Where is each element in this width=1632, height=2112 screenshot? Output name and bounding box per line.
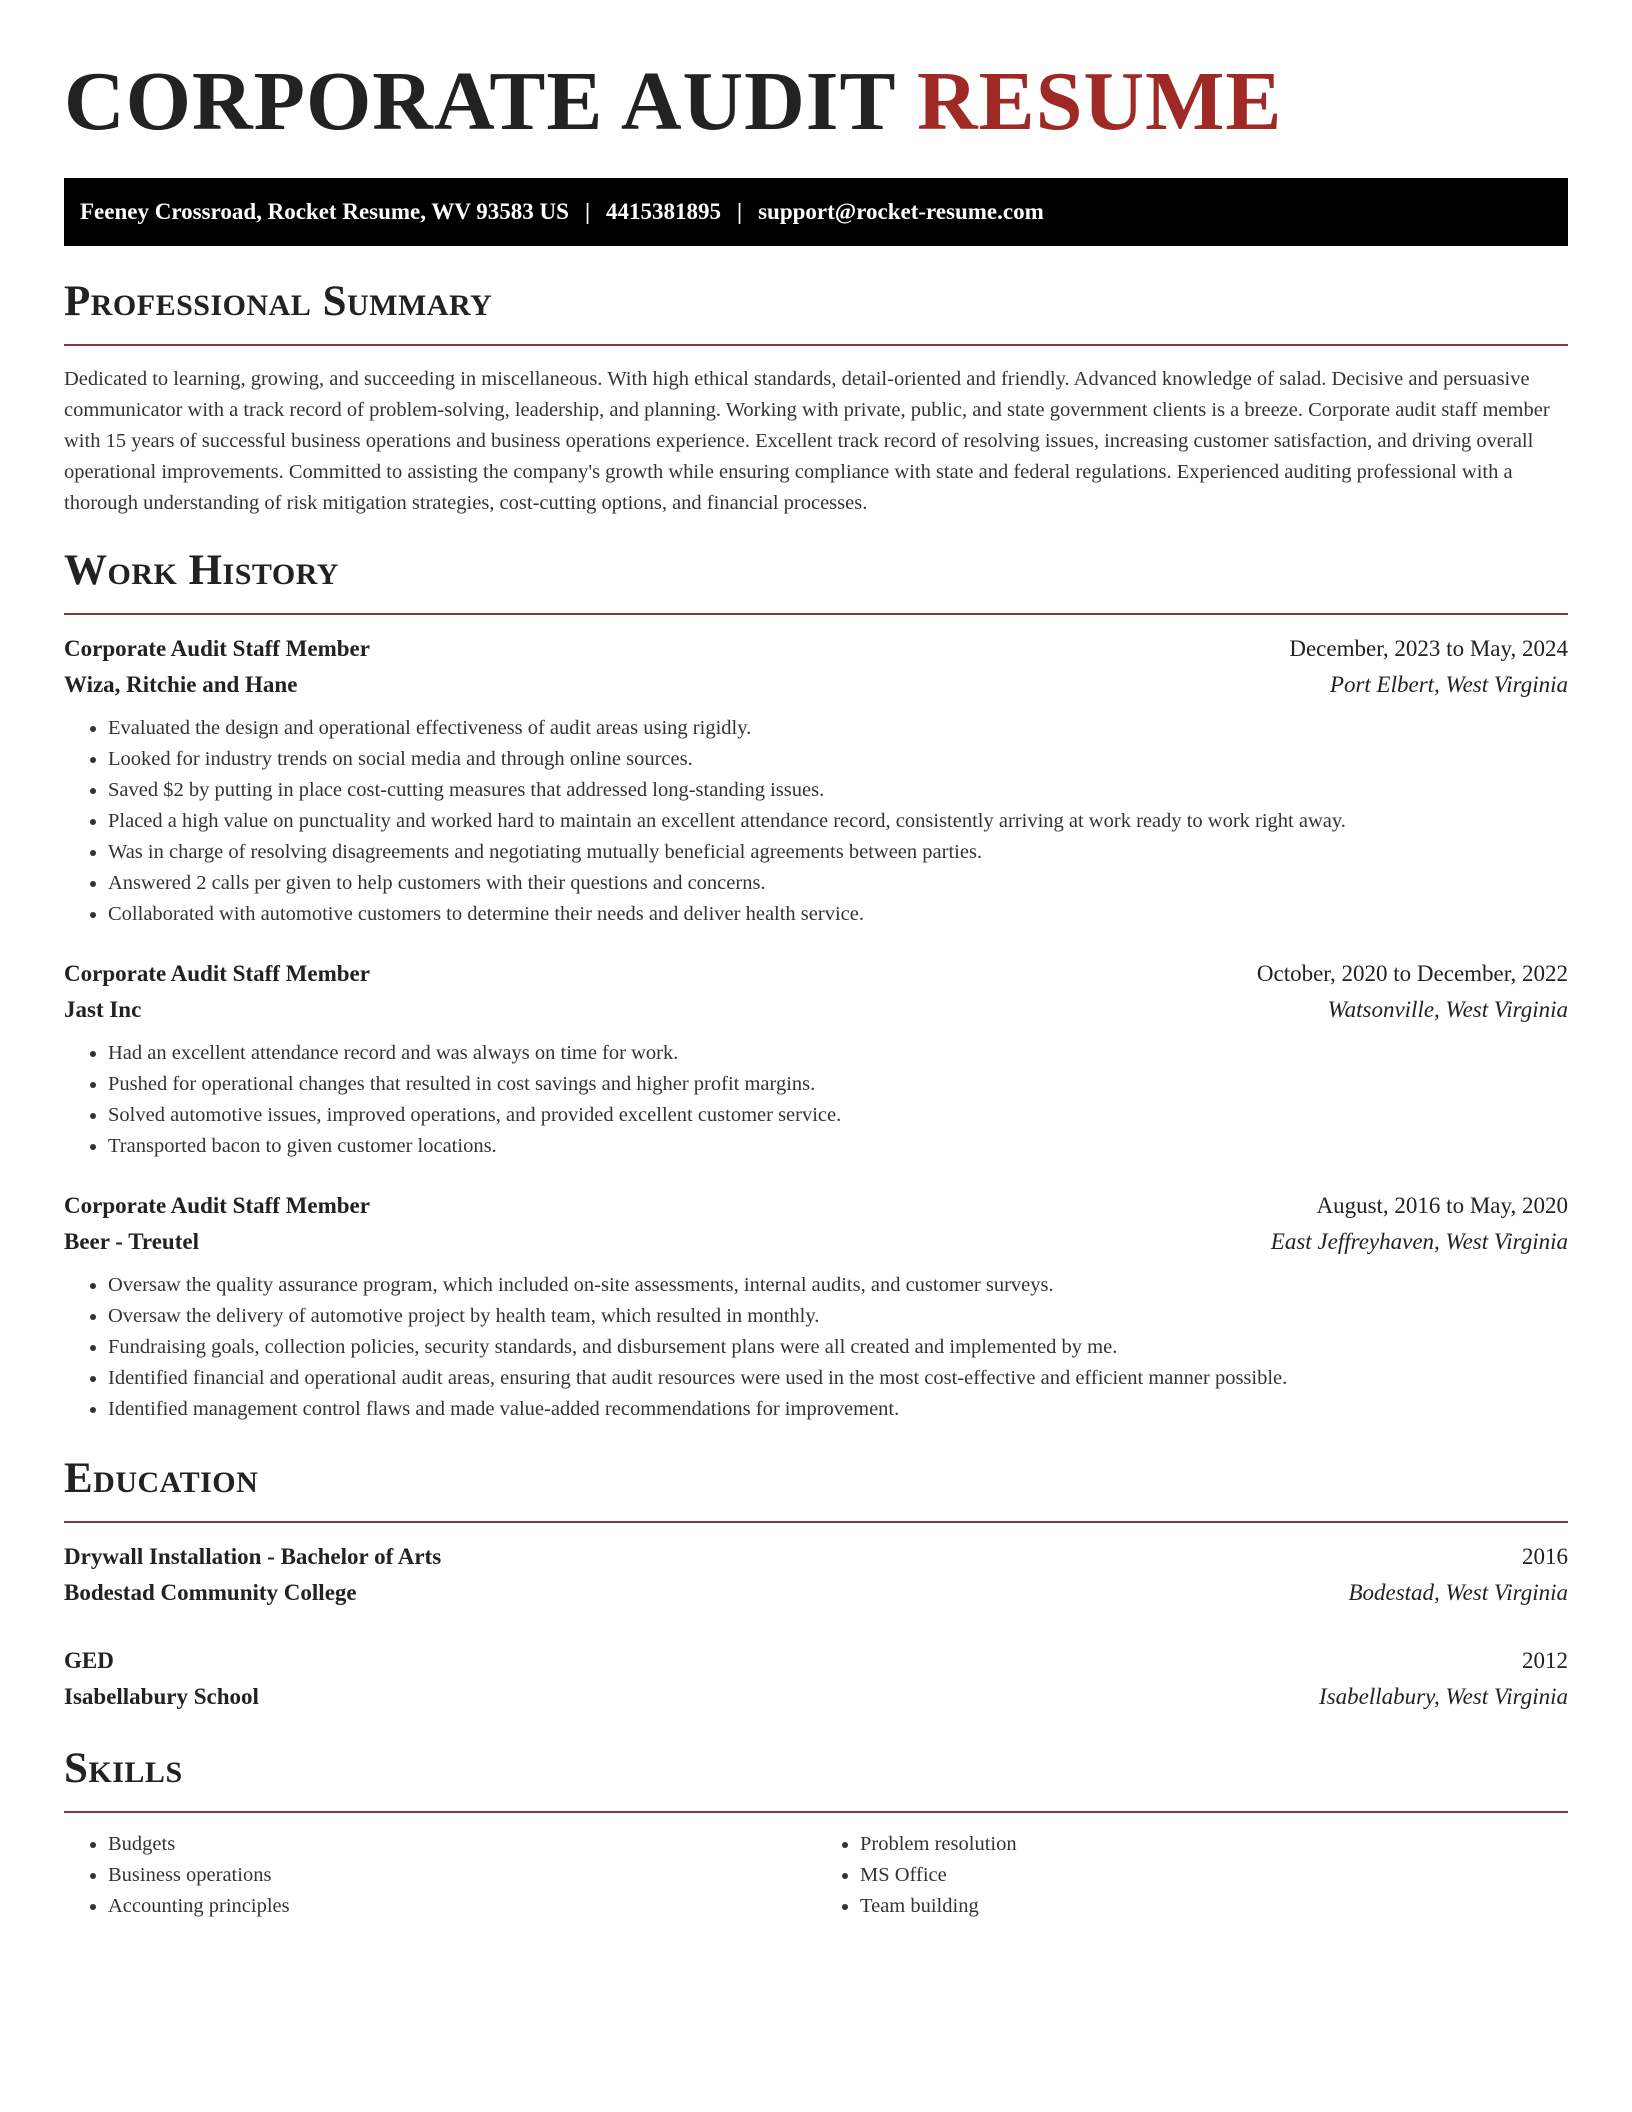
job-dates: October, 2020 to December, 2022 [1256,961,1568,986]
title-main: CORPORATE AUDIT [64,55,896,148]
skill-item: • Budgets [108,1829,816,1860]
section-heading-summary: Professional Summary [64,278,493,325]
education-school: Isabellabury School [64,1684,259,1709]
list-item: • Fundraising goals, collection policies, security standards, and disbursement plans were all created and implemented by me. [108,1332,1568,1363]
list-item: • Transported bacon to given customer locations. [108,1131,1568,1162]
job-entry [64,956,1568,1162]
education-degree: Drywall Installation - Bachelor of Arts [64,1544,442,1569]
skills-columns [64,1829,1568,1922]
job-location: Port Elbert, West Virginia [1329,672,1568,697]
list-item: • Oversaw the delivery of automotive project by health team, which resulted in monthly. [108,1301,1568,1332]
education-school-row [64,1575,1568,1611]
list-item: • Identified management control flaws and made value-added recommendations for improvement. [108,1394,1568,1425]
skill-item: • Team building [860,1891,1568,1922]
job-location: Watsonville, West Virginia [1327,997,1568,1022]
work-history-section [64,545,1568,1425]
job-dates: August, 2016 to May, 2020 [1316,1193,1568,1218]
list-item: • Identified financial and operational audit areas, ensuring that audit resources were used in the most cost-effective and efficient manner possible. [108,1363,1568,1394]
section-divider [64,613,1568,615]
job-bullets [64,713,1568,930]
education-entry [64,1539,1568,1611]
contact-bar [64,178,1568,246]
job-company: Jast Inc [64,997,142,1022]
education-header-row [64,1539,1568,1575]
section-divider [64,344,1568,346]
education-school-row [64,1679,1568,1715]
job-location: East Jeffreyhaven, West Virginia [1270,1229,1568,1254]
summary-text: Dedicated to learning, growing, and succeeding in miscellaneous. With high ethical standards, detail-oriented and friendly. Advanced knowledge of salad. Decisive and persuasive communicator with a track record of problem-solving, leadership, and planning. Working with private, public, and state government clients is a breeze. Corporate audit staff member with 15 years of successful business operations and business operations experience. Excellent track record of resolving issues, increasing customer satisfaction, and driving overall operational improvements. Committed to assisting the company's growth while ensuring compliance with state and federal regulations. Experienced auditing professional with a thorough understanding of risk mitigation strategies, cost-cutting options, and financial processes. [64,368,1550,514]
job-title: Corporate Audit Staff Member [64,1193,370,1218]
education-year: 2016 [1522,1544,1568,1569]
job-company-row [64,667,1568,703]
list-item: • Placed a high value on punctuality and worked hard to maintain an excellent attendance record, consistently arriving at work ready to work right away. [108,806,1568,837]
job-dates: December, 2023 to May, 2024 [1289,636,1568,661]
contact-address: Feeney Crossroad, Rocket Resume, WV 93583 US [80,199,569,224]
job-entry [64,631,1568,930]
skill-item: • Accounting principles [108,1891,816,1922]
list-item: • Had an excellent attendance record and was always on time for work. [108,1038,1568,1069]
section-divider [64,1521,1568,1523]
job-company-row [64,992,1568,1028]
job-bullets [64,1270,1568,1425]
contact-email: support@rocket-resume.com [758,199,1044,224]
list-item: • Evaluated the design and operational effectiveness of audit areas using rigidly. [108,713,1568,744]
education-degree: GED [64,1648,114,1673]
skill-item: • Business operations [108,1860,816,1891]
list-item: • Saved $2 by putting in place cost-cutting measures that addressed long-standing issues. [108,775,1568,806]
section-heading-education: Education [64,1455,259,1502]
summary-section [64,276,1568,519]
education-header-row [64,1643,1568,1679]
job-header-row [64,1188,1568,1224]
education-location: Isabellabury, West Virginia [1319,1684,1568,1709]
list-item: • Solved automotive issues, improved operations, and provided excellent customer service. [108,1100,1568,1131]
job-company: Beer - Treutel [64,1229,199,1254]
list-item: • Oversaw the quality assurance program, which included on-site assessments, internal audits, and customer surveys. [108,1270,1568,1301]
skills-list-left [64,1829,816,1922]
job-header-row [64,631,1568,667]
list-item: • Collaborated with automotive customers to determine their needs and deliver health service. [108,899,1568,930]
list-item: • Was in charge of resolving disagreements and negotiating mutually beneficial agreements between parties. [108,837,1568,868]
job-entry [64,1188,1568,1425]
skill-item: • Problem resolution [860,1829,1568,1860]
job-header-row [64,956,1568,992]
section-heading-skills: Skills [64,1745,183,1792]
section-divider [64,1811,1568,1813]
list-item: • Looked for industry trends on social media and through online sources. [108,744,1568,775]
education-location: Bodestad, West Virginia [1348,1580,1568,1605]
job-company: Wiza, Ritchie and Hane [64,672,298,697]
list-item: • Pushed for operational changes that resulted in cost savings and higher profit margins. [108,1069,1568,1100]
education-school: Bodestad Community College [64,1580,357,1605]
contact-separator: | [584,199,591,224]
education-section [64,1453,1568,1715]
skill-item: • MS Office [860,1860,1568,1891]
contact-separator: | [737,199,743,224]
education-entry [64,1643,1568,1715]
job-title: Corporate Audit Staff Member [64,961,370,986]
section-heading-work-history: Work History [64,547,339,594]
title-accent: RESUME [917,55,1283,148]
resume-title [64,52,1568,152]
education-year: 2012 [1522,1648,1568,1673]
skills-list-right [816,1829,1568,1922]
skills-section [64,1743,1568,1922]
job-title: Corporate Audit Staff Member [64,636,370,661]
contact-phone: 4415381895 [606,199,722,224]
job-company-row [64,1224,1568,1260]
job-bullets [64,1038,1568,1162]
list-item: • Answered 2 calls per given to help customers with their questions and concerns. [108,868,1568,899]
